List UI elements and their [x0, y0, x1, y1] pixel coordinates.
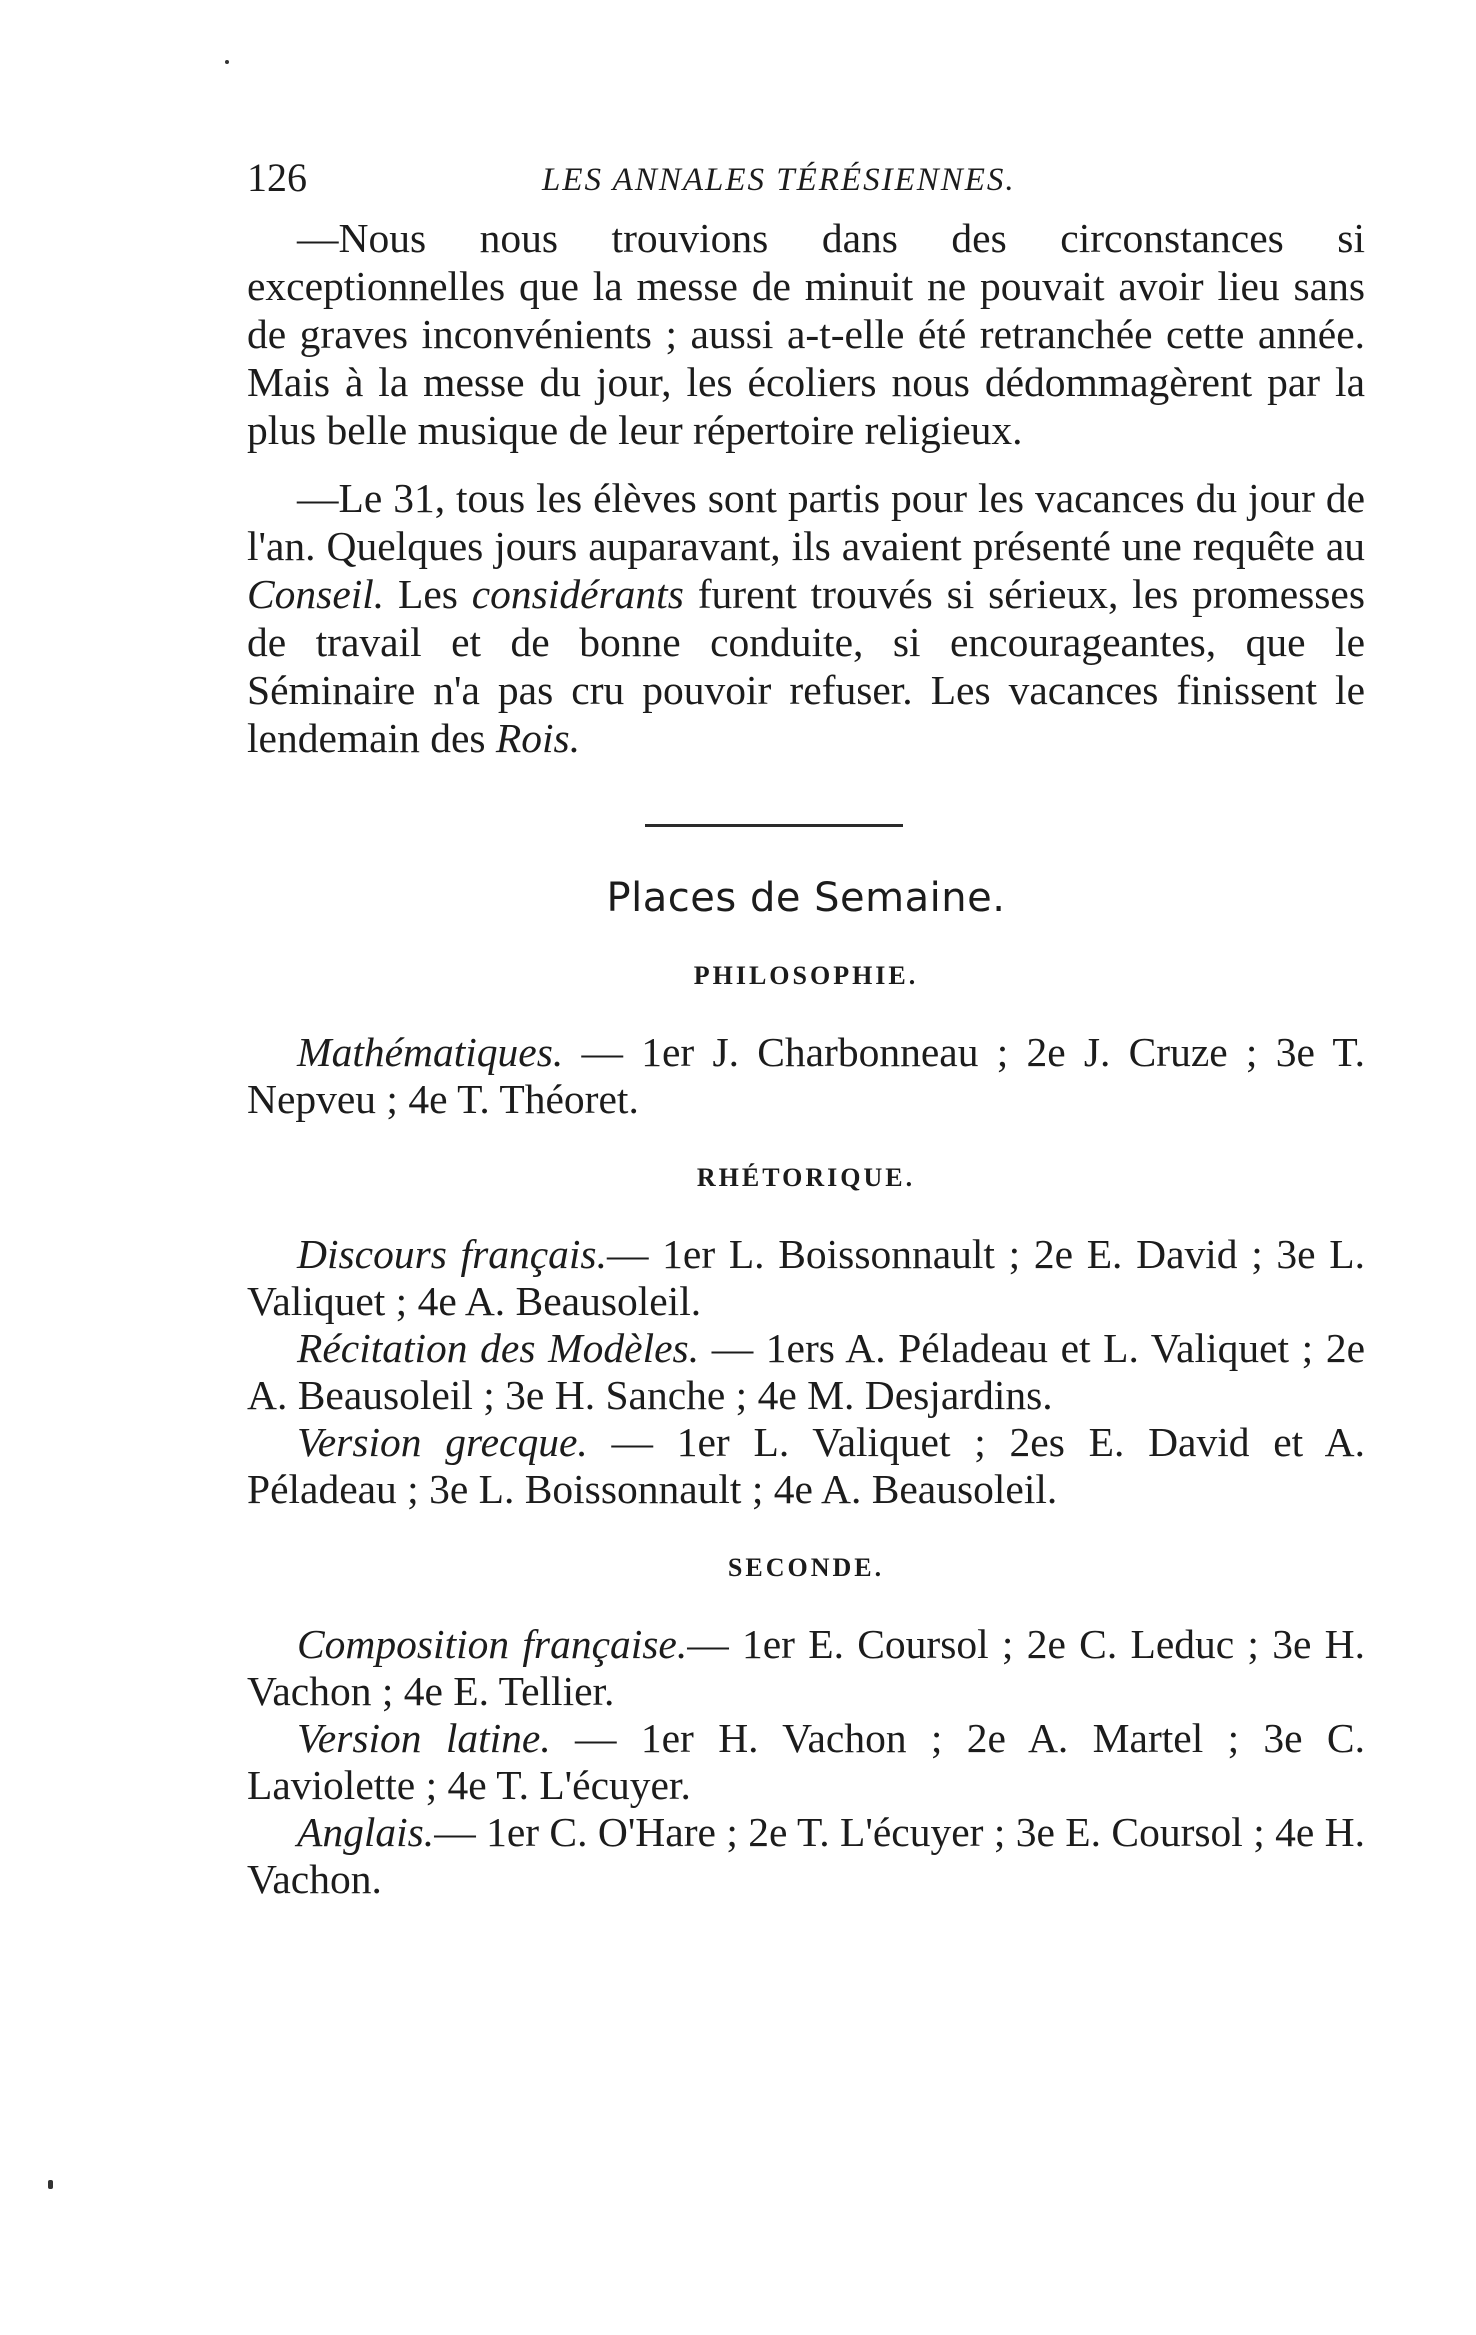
book-page — [247, 150, 1365, 1903]
class-entries-rhetorique — [247, 1231, 1365, 1513]
section-title: Places de Semaine. — [606, 875, 1006, 921]
print-speck — [48, 2180, 53, 2189]
page-number: 126 — [247, 155, 307, 200]
class-heading-philosophie: PHILOSOPHIE. — [693, 961, 919, 990]
class-heading-rhetorique: RHÉTORIQUE. — [696, 1163, 916, 1192]
ranking-entry: Version latine. — 1er H. Vachon ; 2e A. Martel ; 3e C. Laviolette ; 4e T. L'écuyer. — [247, 1715, 1365, 1808]
print-speck — [225, 60, 229, 64]
ranking-entry: Récitation des Modèles. — 1ers A. Péladeau et L. Valiquet ; 2e A. Beausoleil ; 3e H. Sanche ; 4e M. Desjardins. — [247, 1325, 1365, 1418]
running-title: LES ANNALES TÉRÉSIENNES. — [542, 162, 1016, 198]
class-entries-philosophie — [247, 1029, 1365, 1123]
paragraph-vacances: —Le 31, tous les élèves sont partis pour les vacances du jour de l'an. Quelques jours auparavant, ils avaient présenté une requête au Conseil. Les considérants furent trouvés si sérieux, les promesses de travail et de bonne conduite, si encourageantes, que le Séminaire n'a pas cru pouvoir refuser. Les vacances finissent le lendemain des Rois. — [247, 475, 1365, 761]
running-head — [247, 150, 1365, 214]
section-divider — [645, 824, 903, 827]
ranking-entry: Anglais.— 1er C. O'Hare ; 2e T. L'écuyer ; 3e E. Coursol ; 4e H. Vachon. — [247, 1809, 1365, 1902]
ranking-entry: Discours français.— 1er L. Boissonnault ; 2e E. David ; 3e L. Valiquet ; 4e A. Beausoleil. — [247, 1231, 1365, 1324]
ranking-entry: Composition française.— 1er E. Coursol ; 2e C. Leduc ; 3e H. Vachon ; 4e E. Tellier. — [247, 1621, 1365, 1714]
ranking-entry: Mathématiques. — 1er J. Charbonneau ; 2e J. Cruze ; 3e T. Nepveu ; 4e T. Théoret. — [247, 1029, 1365, 1122]
ranking-entry: Version grecque. — 1er L. Valiquet ; 2es E. David et A. Péladeau ; 3e L. Boissonnault ; 4e A. Beausoleil. — [247, 1419, 1365, 1512]
class-entries-seconde — [247, 1621, 1365, 1903]
paragraph-midnight-mass: —Nous nous trouvions dans des circonstances si exceptionnelles que la messe de minuit ne pouvait avoir lieu sans de graves inconvénients ; aussi a-t-elle été retranchée cette année. Mais à la messe du jour, les écoliers nous dédommagèrent par la plus belle musique de leur répertoire religieux. — [247, 215, 1365, 453]
class-heading-seconde: SECONDE. — [727, 1553, 885, 1582]
